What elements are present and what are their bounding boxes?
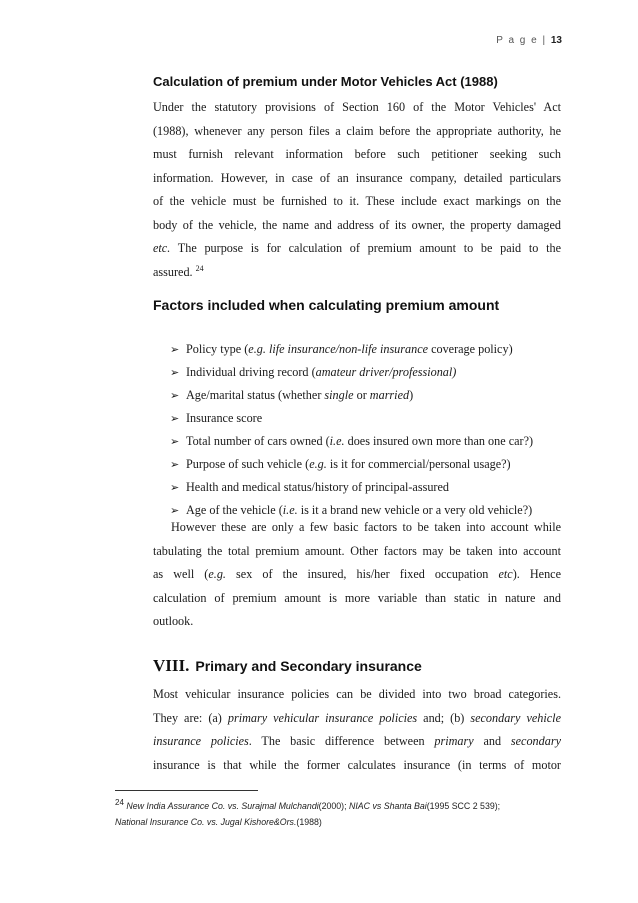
list-item: ➢ Policy type (e.g. life insurance/non-life insurance coverage policy) (170, 338, 533, 361)
text-line: insurance is that while the former calculates insurance (in terms of motor (153, 757, 561, 772)
paragraph-factors-note (153, 516, 561, 634)
text-line: must furnish relevant information before such petitioner seeking such (153, 147, 561, 161)
footnote-reference[interactable]: 24 (195, 263, 204, 273)
arrow-bullet-icon: ➢ (170, 458, 180, 471)
list-item: ➢ Age/marital status (whether single or married) (170, 384, 533, 407)
page-label: P a g e (496, 35, 539, 46)
list-item: ➢ Health and medical status/history of principal-assured (170, 476, 533, 499)
section-number: VIII. (153, 656, 190, 675)
text-line: (1988), whenever any person files a claim before the appropriate authority, he (153, 123, 561, 138)
text-line: of the vehicle must be furnished to it. These include exact markings on the (153, 194, 561, 208)
arrow-bullet-icon: ➢ (170, 481, 180, 494)
list-item: ➢ Insurance score (170, 407, 533, 430)
arrow-bullet-icon: ➢ (170, 366, 180, 379)
text-line: Most vehicular insurance policies can be divided into two broad categories. (153, 687, 561, 701)
page-header (496, 35, 562, 46)
footnote-divider (115, 790, 258, 791)
text-line: insurance policies. The basic difference between primary and secondary (153, 734, 561, 748)
section-heading-factors: Factors included when calculating premium amount (153, 297, 500, 313)
arrow-bullet-icon: ➢ (170, 504, 180, 517)
page-number: 13 (550, 35, 562, 46)
footnote: $^{24}$ New India Assurance Co. vs. Surajmal Mulchandi(2000); NIAC vs Shanta Bai(1995 SCC 2 539); National Insurance Co. vs. Jugal Kishore&Ors.(1988) (115, 798, 501, 827)
text-line: Under the statutory provisions of Section 160 of the Motor Vehicles' Act (153, 100, 561, 114)
arrow-bullet-icon: ➢ (170, 343, 180, 356)
paragraph-primary-secondary (153, 683, 561, 777)
arrow-bullet-icon: ➢ (170, 435, 180, 448)
section-title: Primary and Secondary insurance (195, 658, 422, 674)
text-line: as well (e.g. sex of the insured, his/her fixed occupation etc). Hence (153, 567, 561, 581)
factors-list (170, 338, 533, 522)
arrow-bullet-icon: ➢ (170, 389, 180, 402)
arrow-bullet-icon: ➢ (170, 412, 180, 425)
section-heading-premium-calculation: Calculation of premium under Motor Vehicles Act (1988) (153, 74, 498, 89)
text-line: calculation of premium amount is more variable than static in nature and (153, 590, 561, 605)
text-line-last: assured. (153, 264, 193, 279)
text-line (153, 261, 561, 285)
text-line: However these are only a few basic factors to be taken into account while (171, 520, 561, 534)
text-line: tabulating the total premium amount. Other factors may be taken into account (153, 543, 561, 558)
list-item: ➢ Purpose of such vehicle (e.g. is it for commercial/personal usage?) (170, 453, 533, 476)
footnote-number: 24 (115, 798, 124, 808)
list-item: ➢ Total number of cars owned (i.e. does insured own more than one car?) (170, 430, 533, 453)
text-line-rest: The purpose is for calculation of premium amount to be paid to the (177, 241, 561, 255)
text-line (153, 237, 561, 261)
italic-etc: etc. (153, 241, 171, 255)
case-name: NIAC vs Shanta Bai (349, 801, 427, 811)
list-item: ➢ Age of the vehicle (i.e. is it a brand new vehicle or a very old vehicle?) (170, 499, 533, 522)
text-line: outlook. (153, 614, 194, 628)
text-line: body of the vehicle, the name and address of its owner, the property damaged (153, 217, 561, 232)
header-separator: | (538, 35, 551, 46)
case-name: New India Assurance Co. vs. Surajmal Mulchandi (123, 801, 319, 811)
section-heading-primary-secondary (153, 656, 422, 676)
list-item: ➢ Individual driving record (amateur driver/professional) (170, 361, 533, 384)
paragraph-premium-calculation (153, 96, 561, 284)
text-line: information. However, in case of an insurance company, detailed particulars (153, 170, 561, 185)
case-name: National Insurance Co. vs. Jugal Kishore&Ors. (115, 817, 297, 827)
text-line: They are: (a) primary vehicular insurance policies and; (b) secondary vehicle (153, 710, 561, 725)
